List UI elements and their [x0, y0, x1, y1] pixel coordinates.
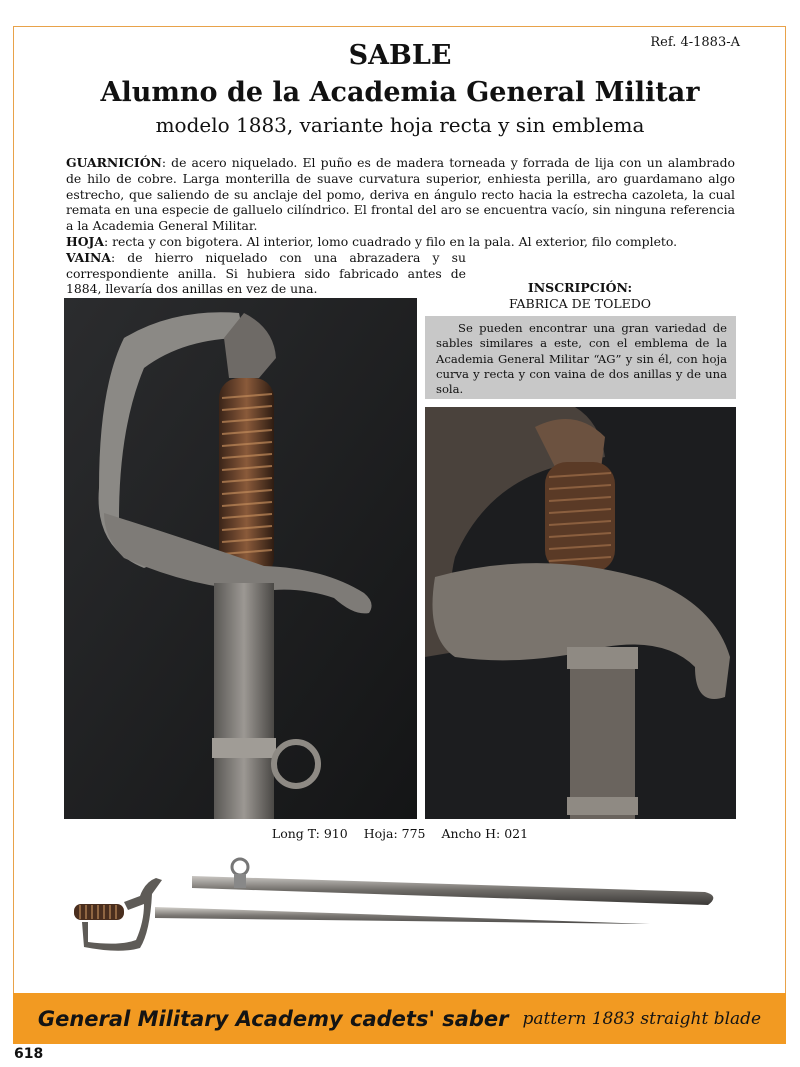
- reference-number: Ref. 4-1883-A: [650, 35, 740, 50]
- hoja-text: : recta y con bigotera. Al interior, lomo cuadrado y filo en la pala. Al exterior, filo completo.: [103, 233, 678, 249]
- hoja-paragraph: [66, 234, 735, 250]
- vaina-text: : de hierro niquelado con una abrazadera y su correspondiente anilla. Si hubiera sido fabricado antes de 1884, llevaría dos anillas en vez de una.: [66, 249, 466, 297]
- measurements: [0, 826, 800, 841]
- description: [66, 155, 735, 297]
- english-title-banner: [13, 993, 786, 1044]
- hilt-photo-left: [64, 298, 417, 819]
- note-box: [425, 316, 736, 399]
- guarnicion-text: : de acero niquelado. El puño es de madera torneada y forrada de lija con un alambrado de hilo de cobre. Larga monterilla de suave curvatura superior, enhiesta perilla, aro guardamano algo estrecho, que saliendo de su anclaje del pomo, deriva en ángulo recto hacia la estrecha cazoleta, la cual remata en una especie de galluelo cilíndrico. El frontal del aro se encuentra vacío, sin ninguna referencia a la Academia General Militar.: [66, 155, 735, 234]
- hoja-label: HOJA: [66, 233, 104, 249]
- hilt-photo-right: [425, 407, 736, 819]
- page-title-line2: Alumno de la Academia General Militar: [100, 77, 700, 108]
- vaina-label: VAINA: [66, 249, 112, 265]
- banner-subtitle: pattern 1883 straight blade: [522, 1008, 762, 1029]
- page-title: SABLE: [348, 40, 452, 71]
- measure-ancho: Ancho H: 021: [441, 826, 529, 841]
- banner-main-title: General Military Academy cadets' saber: [37, 1006, 509, 1031]
- inscription-text: FABRICA DE TOLEDO: [508, 296, 652, 311]
- page-subtitle: modelo 1883, variante hoja recta y sin emblema: [155, 113, 645, 137]
- full-saber-photo: [60, 852, 730, 962]
- measure-long: Long T: 910: [271, 826, 348, 841]
- measure-hoja: Hoja: 775: [363, 826, 426, 841]
- vaina-paragraph: [66, 250, 466, 297]
- guarnicion-paragraph: [66, 155, 735, 234]
- note-text: Se pueden encontrar una gran variedad de sables similares a este, con el emblema de la Academia General Militar “AG” y sin él, con hoja curva y recta y con vaina de dos anillas y de una sola.: [436, 321, 727, 397]
- page-number: 618: [14, 1046, 44, 1062]
- guarnicion-label: GUARNICIÓN: [66, 155, 162, 170]
- inscription-label: INSCRIPCIÓN:: [527, 280, 633, 295]
